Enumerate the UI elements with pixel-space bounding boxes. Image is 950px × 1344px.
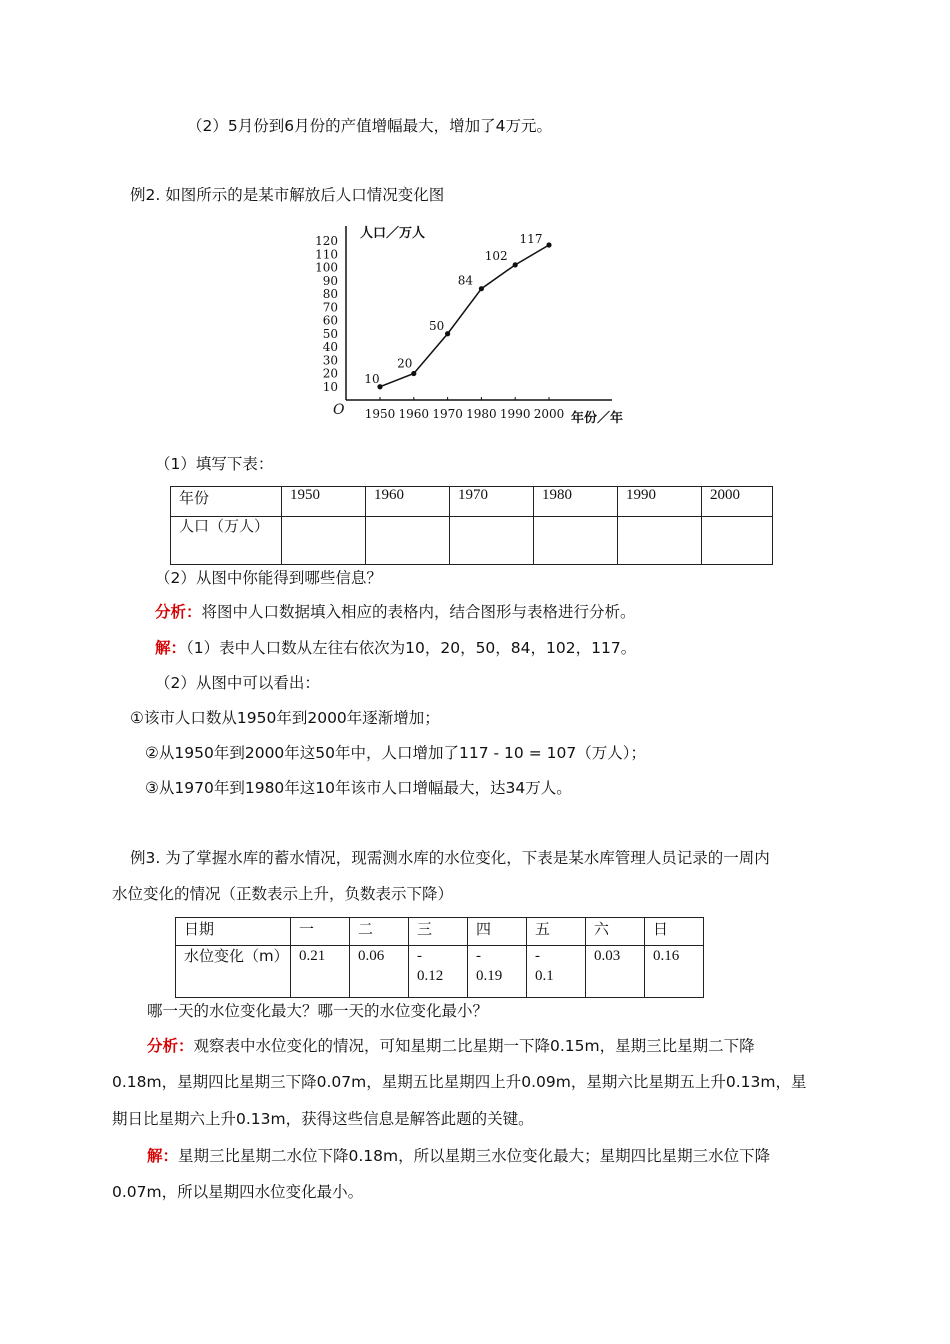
value-part: 0.12: [417, 968, 444, 984]
value-part: 0.1: [535, 968, 554, 984]
y-tick-label: 110: [315, 247, 338, 262]
x-tick-label: 1990: [499, 407, 531, 421]
analysis-text: 将图中人口数据填入相应的表格内，结合图形与表格进行分析。: [201, 603, 636, 621]
analysis: [155, 602, 636, 622]
water-change-cell: [468, 946, 527, 998]
example3-title-cont: 水位变化的情况（正数表示上升，负数表示下降）: [112, 885, 454, 903]
data-point: [411, 371, 416, 376]
value-part: -: [535, 948, 540, 964]
data-label: 117: [519, 231, 543, 246]
y-tick-label: 90: [322, 273, 338, 288]
point-1: ①该市人口数从1950年到2000年逐渐增加；: [130, 709, 440, 727]
value-part: 0.03: [594, 948, 621, 964]
water-change-cell: [586, 946, 645, 998]
empty-cell: [702, 517, 773, 565]
y-tick-label: 20: [322, 366, 338, 381]
analysis-line-3: 期日比星期六上升0.13m，获得这些信息是解答此题的关键。: [112, 1110, 534, 1128]
analysis-line-1: [147, 1036, 755, 1056]
origin-label: O: [333, 402, 345, 418]
answer-text: （1）表中人口数从左往右依次为10，20，50，84，102，117。: [186, 639, 637, 657]
water-change-cell: [645, 946, 704, 998]
data-point: [479, 286, 484, 291]
day-cell: 日: [645, 918, 704, 946]
y-tick-label: 120: [315, 234, 338, 248]
empty-cell: [366, 517, 450, 565]
y-tick-label: 30: [322, 353, 338, 368]
year-cell: 1980: [534, 487, 618, 517]
value-part: [358, 966, 400, 986]
population-table: [170, 486, 773, 565]
answer-label: 解：: [147, 1147, 179, 1165]
day-cell: 一: [291, 918, 350, 946]
example2-title: 例2. 如图所示的是某市解放后人口情况变化图: [130, 186, 445, 204]
data-label: 102: [484, 248, 508, 263]
point-3: ③从1970年到1980年这10年该市人口增幅最大，达34万人。: [145, 779, 572, 797]
y-tick-label: 70: [322, 300, 338, 315]
empty-cell: [450, 517, 534, 565]
y-tick-label: 100: [315, 260, 338, 275]
answer-line-2: 0.07m，所以星期四水位变化最小。: [112, 1183, 364, 1201]
analysis-label: 分析：: [147, 1037, 194, 1055]
empty-cell: [282, 517, 366, 565]
answer: [155, 638, 636, 658]
answer-line-1: [147, 1146, 770, 1166]
year-cell: 2000: [702, 487, 773, 517]
value-part: [299, 966, 341, 986]
population-line-chart: [0, 0, 950, 440]
water-change-cell: [527, 946, 586, 998]
y-axis-label: 人口／万人: [360, 226, 426, 241]
water-level-table: [175, 917, 704, 998]
day-cell: 四: [468, 918, 527, 946]
value-part: -: [476, 948, 481, 964]
year-cell: 1970: [450, 487, 534, 517]
year-cell: 1960: [366, 487, 450, 517]
header-date: 日期: [176, 918, 291, 946]
header-water-change: 水位变化（m）: [176, 946, 291, 998]
answer-label: 解：: [155, 639, 187, 657]
analysis-label: 分析：: [155, 603, 202, 621]
value-part: 0.06: [358, 948, 385, 964]
data-point: [445, 331, 450, 336]
data-point: [546, 242, 551, 247]
year-cell: 1950: [282, 487, 366, 517]
example3-title: 例3. 为了掌握水库的蓄水情况，现需测水库的水位变化，下表是某水库管理人员记录的一周内: [130, 849, 770, 867]
value-part: [594, 966, 636, 986]
y-tick-label: 50: [322, 326, 338, 341]
value-part: 0.16: [653, 948, 680, 964]
value-part: 0.21: [299, 948, 326, 964]
x-tick-label: 1960: [398, 407, 430, 421]
point-2: ②从1950年到2000年这50年中，人口增加了117 - 10 = 107（万人）；: [145, 744, 646, 762]
question-1: （1）填写下表：: [155, 455, 274, 473]
day-cell: 六: [586, 918, 645, 946]
water-change-cell: [291, 946, 350, 998]
empty-cell: [618, 517, 702, 565]
question-2: （2）从图中你能得到哪些信息？: [155, 569, 382, 587]
header-year: 年份: [171, 487, 282, 517]
header-population: 人口（万人）: [171, 517, 282, 565]
data-label: 10: [364, 371, 380, 386]
intro-text: （2）5月份到6月份的产值增幅最大，增加了4万元。: [187, 117, 552, 135]
analysis-line-2: 0.18m，星期四比星期三下降0.07m，星期五比星期四上升0.09m，星期六比星期五上升0.13m，星: [112, 1073, 807, 1091]
day-cell: 三: [409, 918, 468, 946]
analysis-text: 观察表中水位变化的情况，可知星期二比星期一下降0.15m，星期三比星期二下降: [193, 1037, 755, 1055]
data-label: 20: [397, 356, 413, 371]
x-tick-label: 2000: [533, 407, 565, 421]
answer-2: （2）从图中可以看出：: [155, 674, 320, 692]
value-part: [653, 966, 695, 986]
data-label: 50: [428, 318, 445, 333]
x-tick-label: 1980: [466, 407, 497, 421]
value-part: -: [417, 948, 422, 964]
water-change-cell: [409, 946, 468, 998]
question: 哪一天的水位变化最大？哪一天的水位变化最小？: [147, 1002, 489, 1020]
y-tick-label: 80: [322, 287, 338, 301]
y-tick-label: 10: [322, 379, 338, 394]
data-label: 84: [457, 273, 474, 288]
empty-cell: [534, 517, 618, 565]
day-cell: 二: [350, 918, 409, 946]
x-tick-label: 1950: [364, 407, 396, 421]
day-cell: 五: [527, 918, 586, 946]
data-point: [513, 262, 518, 267]
y-tick-label: 60: [322, 313, 338, 328]
water-change-cell: [350, 946, 409, 998]
answer-text: 星期三比星期二水位下降0.18m，所以星期三水位变化最大；星期四比星期三水位下降: [178, 1147, 771, 1165]
year-cell: 1990: [618, 487, 702, 517]
x-tick-label: 1970: [432, 407, 463, 421]
value-part: 0.19: [476, 968, 503, 984]
y-tick-label: 40: [322, 340, 338, 354]
x-axis-label: 年份／年: [571, 411, 624, 426]
